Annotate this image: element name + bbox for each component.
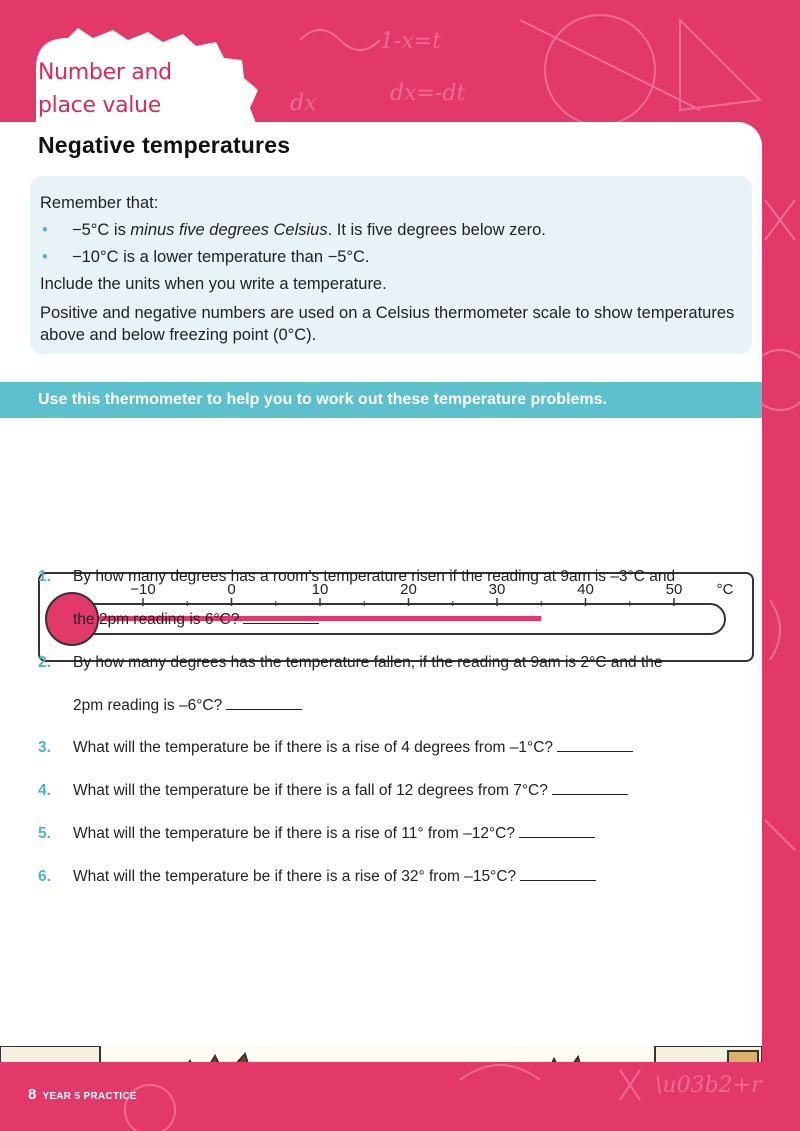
question-number: 2. (38, 654, 51, 671)
question-1-line-2: the 2pm reading is 6°C? (73, 611, 240, 628)
tick-label: 20 (400, 581, 417, 598)
bullet-1-text-a: −5°C is (72, 221, 131, 239)
tick-label: 0 (227, 581, 236, 598)
question-text (73, 868, 596, 886)
reminder-intro: Remember that: (40, 194, 159, 212)
page-title: Negative temperatures (38, 132, 291, 158)
question-number: 6. (38, 868, 51, 885)
topic-badge-label (38, 56, 172, 122)
question-text (73, 739, 633, 757)
bullet-1-text-b: . It is five degrees below zero. (327, 221, 546, 239)
svg-text:1-x=t: 1-x=t (380, 29, 442, 54)
answer-blank-4[interactable] (552, 793, 628, 795)
question-text-line-1: By how many degrees has a room’s temperature risen if the reading at 9am is –3°C and (73, 568, 676, 585)
question-number: 4. (38, 782, 51, 799)
svg-text:dx: dx (290, 91, 317, 116)
tick-label: 40 (577, 581, 594, 598)
cartoon-illustration (0, 1046, 762, 1062)
question-3-text: What will the temperature be if there is a rise of 4 degrees from –1°C? (73, 739, 554, 756)
question-text-line-1: By how many degrees has the temperature fallen, if the reading at 9am is 2°C and the (73, 654, 663, 671)
answer-blank-1[interactable] (243, 622, 319, 624)
page-number: 8 (28, 1086, 37, 1103)
page-footer (28, 1086, 137, 1104)
hot-and-cold-cartoon (0, 1046, 762, 1062)
unit-label: °C (716, 581, 734, 598)
question-text-line-2 (73, 611, 319, 629)
answer-blank-6[interactable] (520, 879, 596, 881)
reminder-scale-note: Positive and negative numbers are used on a Celsius thermometer scale to show temperatures above and below freezing point (0°C). (40, 304, 735, 344)
question-number: 5. (38, 825, 51, 842)
question-text (73, 825, 595, 843)
bullet-1-emphasis: minus five degrees Celsius (130, 221, 328, 239)
instruction-bar: Use this thermometer to help you to work out these temperature problems. (0, 382, 762, 418)
tick-label: 10 (311, 581, 329, 598)
tick-label: 50 (665, 581, 683, 598)
tick-label: −10 (130, 581, 156, 598)
answer-blank-3[interactable] (557, 750, 633, 752)
question-number: 3. (38, 739, 51, 756)
question-text-line-2 (73, 697, 302, 715)
svg-text:\u03b2+r: \u03b2+r (655, 1073, 762, 1098)
tick-label: 30 (488, 581, 506, 598)
question-text (73, 782, 628, 800)
question-2-line-2: 2pm reading is –6°C? (73, 697, 223, 714)
question-number: 1. (38, 568, 51, 585)
svg-text:dx=-dt: dx=-dt (390, 81, 466, 106)
book-label: YEAR 5 PRACTICE (42, 1091, 137, 1102)
topic-line-2: place value (38, 93, 161, 118)
reminder-box (30, 176, 752, 354)
reminder-bullet-1 (40, 217, 742, 244)
reminder-units-note: Include the units when you write a temperature. (40, 275, 387, 293)
topic-line-1: Number and (38, 60, 172, 85)
question-6-text: What will the temperature be if there is a rise of 32° from –15°C? (73, 868, 517, 885)
answer-blank-5[interactable] (519, 836, 595, 838)
question-5-text: What will the temperature be if there is a rise of 11° from –12°C? (73, 825, 515, 842)
question-4-text: What will the temperature be if there is a fall of 12 degrees from 7°C? (73, 782, 548, 799)
answer-blank-2[interactable] (226, 708, 302, 710)
reminder-bullet-2: • −10°C is a lower temperature than −5°C. (40, 244, 742, 271)
